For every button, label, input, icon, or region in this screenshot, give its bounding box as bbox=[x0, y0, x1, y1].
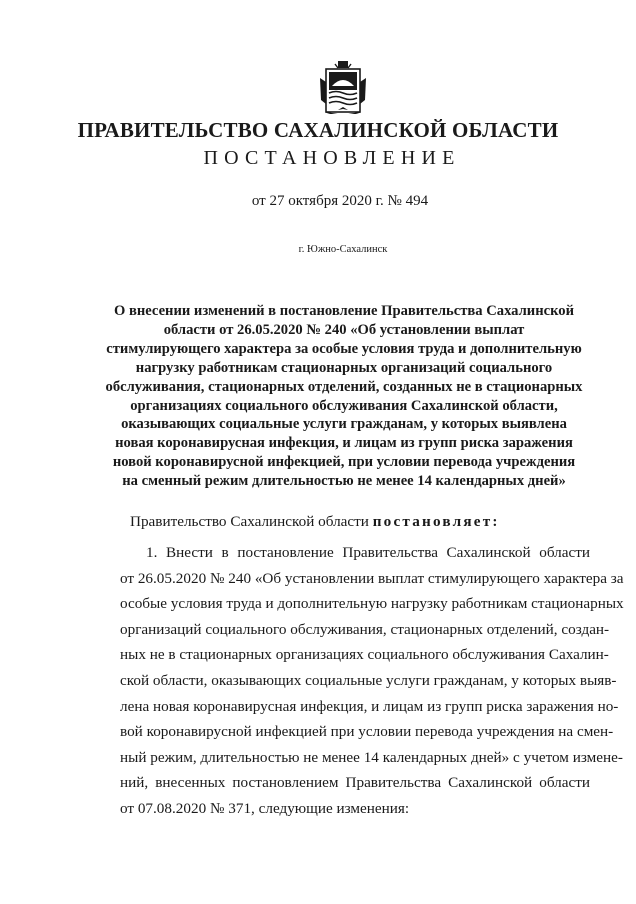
body-line: лена новая коронавирусная инфекция, и лицам из групп риска заражения но- bbox=[120, 697, 619, 715]
document-kind: ПОСТАНОВЛЕНИЕ bbox=[203, 147, 461, 169]
subject-line: новой коронавирусной инфекцией, при условии перевода учреждения bbox=[112, 454, 576, 471]
subject-line: оказывающих социальные услуги гражданам, у которых выявлена bbox=[121, 416, 567, 433]
body-line: ской области, оказывающих социальные услуги гражданам, у которых выяв- bbox=[120, 671, 617, 689]
sakhalin-coat-of-arms-icon bbox=[318, 60, 368, 114]
preamble-emphasis: постановляет: bbox=[372, 513, 500, 530]
body-line: особые условия труда и дополнительную нагрузку работникам стационарных bbox=[120, 595, 624, 613]
subject-line: нагрузку работникам стационарных организаций социального bbox=[135, 359, 553, 376]
paragraph-1 bbox=[120, 540, 624, 822]
body-line: организаций социального обслуживания, стационарных отделений, создан- bbox=[120, 620, 610, 638]
document-subject bbox=[104, 302, 584, 491]
subject-line: обслуживания, стационарных отделений, созданных не в стационарных bbox=[105, 378, 583, 395]
subject-line: организациях социального обслуживания Сахалинской области, bbox=[130, 397, 558, 414]
subject-line: О внесении изменений в постановление Правительства Сахалинской bbox=[113, 303, 575, 319]
preamble-text: Правительство Сахалинской области bbox=[130, 513, 373, 530]
body-line: 1. Внести в постановление Правительства Сахалинской области bbox=[146, 544, 590, 561]
body-line: ный режим, длительностью не менее 14 календарных дней» с учетом измене- bbox=[120, 748, 623, 766]
document-city: г. Южно-Сахалинск bbox=[298, 244, 388, 255]
body-line: ний, внесенных постановлением Правительства Сахалинской области bbox=[120, 774, 590, 792]
government-name: ПРАВИТЕЛЬСТВО САХАЛИНСКОЙ ОБЛАСТИ bbox=[77, 118, 559, 142]
body-line: вой коронавирусной инфекцией при условии перевода учреждения на смен- bbox=[120, 723, 614, 741]
subject-line: стимулирующего характера за особые условия труда и дополнительную bbox=[106, 340, 582, 357]
document-date-number: от 27 октября 2020 г. № 494 bbox=[251, 193, 429, 209]
body-line: от 26.05.2020 № 240 «Об установлении выплат стимулирующего характера за bbox=[120, 569, 624, 587]
preamble bbox=[130, 513, 500, 531]
subject-line: новая коронавирусная инфекция, и лицам из групп риска заражения bbox=[115, 435, 573, 452]
body-line: от 07.08.2020 № 371, следующие изменения: bbox=[120, 799, 410, 817]
body-line: ных не в стационарных организациях социального обслуживания Сахалин- bbox=[120, 646, 609, 664]
subject-line: на сменный режим длительностью не менее 14 календарных дней» bbox=[122, 473, 566, 490]
subject-line: области от 26.05.2020 № 240 «Об установлении выплат bbox=[163, 321, 525, 338]
